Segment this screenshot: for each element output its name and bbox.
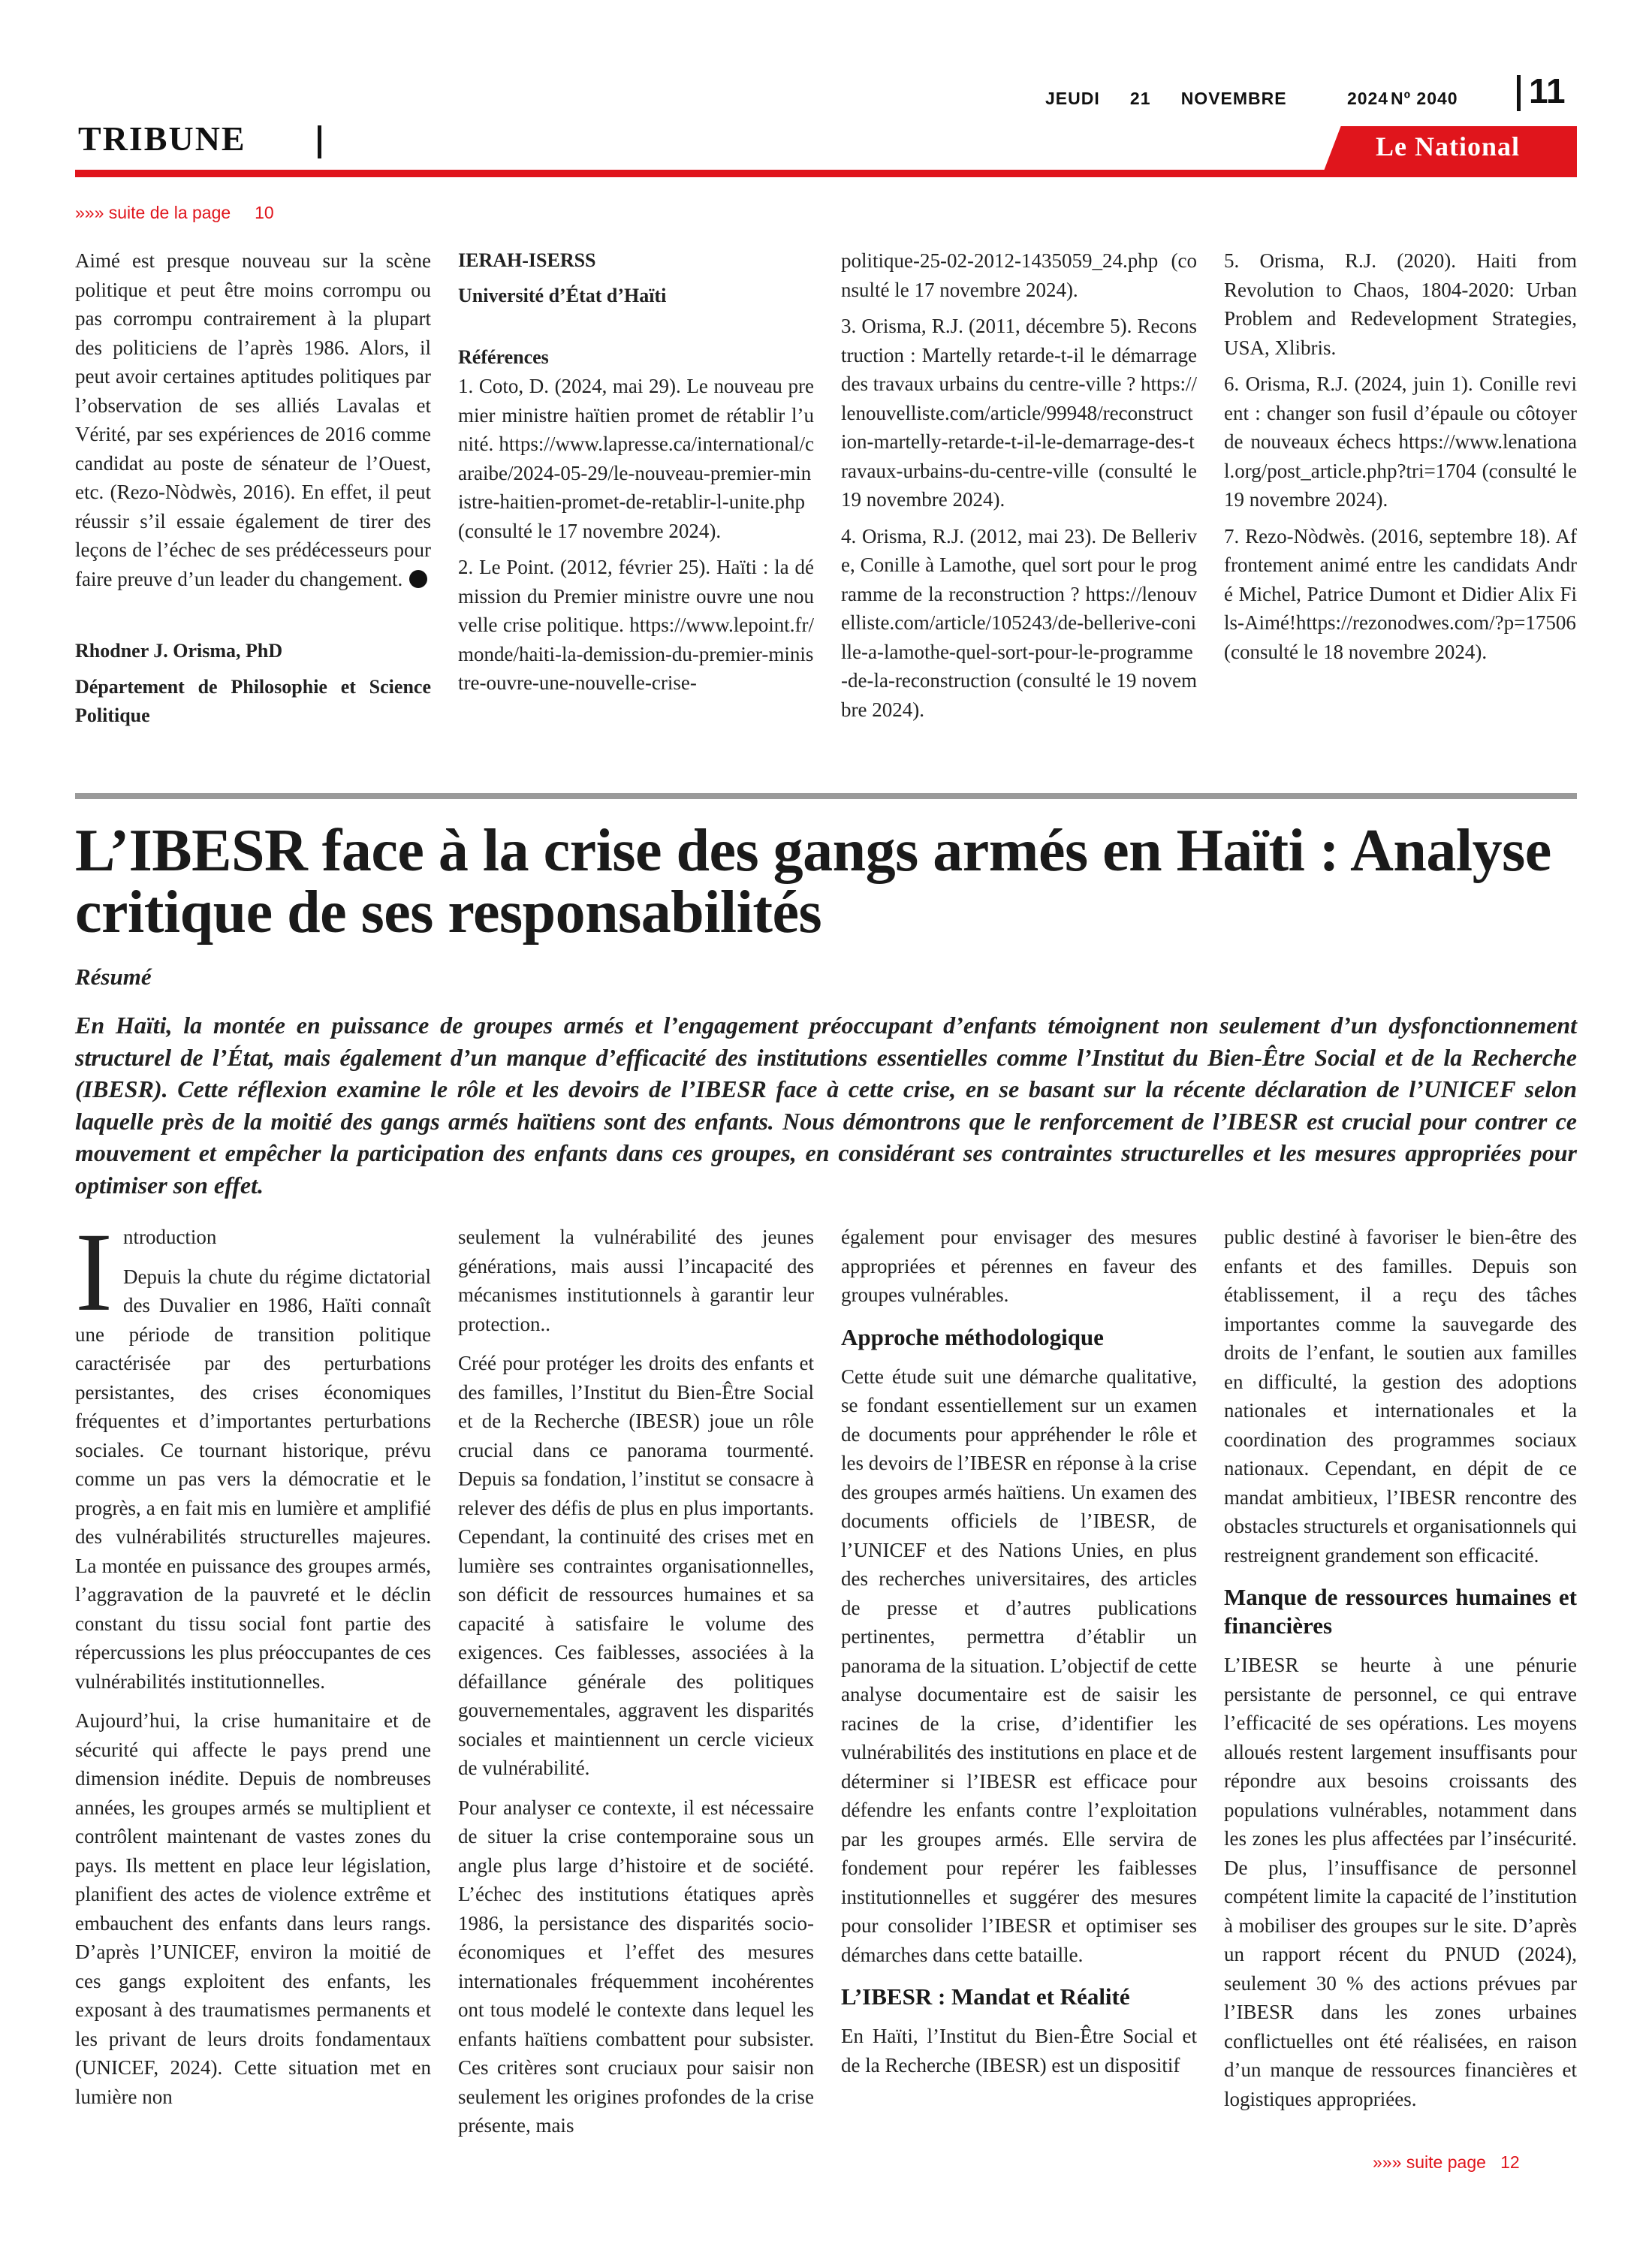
continued-to-page: 12 xyxy=(1500,2152,1520,2172)
date-month: NOVEMBRE xyxy=(1180,89,1287,108)
continued-from-page: 10 xyxy=(255,203,274,222)
issue-number: Nº 2040 xyxy=(1391,89,1458,108)
article-separator xyxy=(75,793,1577,799)
end-of-article-icon xyxy=(409,570,427,588)
approche-paragraph: Cette étude suit une démarche qualitative, se fondant essentiellement sur un examen de documents pour appréhender le rôle et les devoirs de l’IBESR en réponse à la crise des groupes armés haïtiens. Un examen des documents officiels de l’IBESR, de l’UNICEF et des Nations Unies, en plus des recherches universitaires, des articles de presse et d’autres publications pertinentes, permettra d’établir un panorama de la situation. L’objectif de cette analyse documentaire est de saisir les racines de la crise, d’identifier les vulnérabilités des institutions en place et de déterminer si l’IBESR est efficace pour défendre les enfants contre l’exploitation par les groupes armés. Elle servira de fondement pour repérer les faiblesses institutionnelles et suggérer des mesures pour consolider l’IBESR et optimiser ses démarches dans cette bataille. xyxy=(841,1365,1197,1966)
resume-label: Résumé xyxy=(75,964,152,990)
page-number-divider xyxy=(1517,75,1521,111)
reference-2b: politique-25-02-2012-1435059_24.php (consulté le 17 novembre 2024). xyxy=(841,249,1197,301)
page-number: 11 xyxy=(1529,71,1566,110)
intro-paragraph-3: Créé pour protéger les droits des enfants et des familles, l’Institut du Bien-Être Social et de la Recherche (IBESR) joue un rôle crucial dans ce panorama tourmenté. Depuis sa fondation, l’institut se consacre à relever des défis de plus en plus importants. Cependant, la continuité des crises met en lumière ses contraintes organisationnelles, son déficit de ressources humaines et sa capacité à satisfaire le volume des exigences. Ces faiblesses, associées à la défaillance générale des politiques gouvernementales, aggravent les disparités sociales et maintiennent un cercle vicieux de vulnérabilité. xyxy=(458,1352,814,1779)
reference-2a: 2. Le Point. (2012, février 25). Haïti : la démission du Premier ministre ouvre une nouvelle crise politique. https://www.lepoint.fr/monde/haiti-la-demission-du-premier-ministre-ouvre-une-nouvelle-crise- xyxy=(458,556,814,694)
continued-to xyxy=(1373,2152,1520,2173)
article-col-2 xyxy=(458,1223,814,2140)
author-dept: Département de Philosophie et Science Politique xyxy=(75,676,431,726)
dropcap: I xyxy=(75,1210,113,1335)
prev-article-col-3 xyxy=(841,246,1197,731)
manque-paragraph: L’IBESR se heurte à une pénurie persistante de personnel, ce qui entrave l’efficacité de ses opérations. Les moyens alloués restent largement insuffisants pour répondre aux besoins croissants des populations vulnérables, notamment dans les zones les plus affectées par l’insécurité. De plus, l’insuffisance de personnel compétent limite la capacité de l’institution à mobiliser des groupes sur le site. D’après un rapport récent du PNUD (2024), seulement 30 % des actions prévues par l’IBESR dans les zones urbaines conflictuelles ont été réalisées, en raison d’un manque de ressources financières et logistiques appropriées. xyxy=(1224,1654,1577,2110)
heading-approche: Approche méthodologique xyxy=(841,1323,1104,1350)
mandat-paragraph-b: public destiné à favoriser le bien-être des enfants et des familles. Depuis son établissement, il a reçu des tâches importantes comme la sauvegarde des droits de l’enfant, le soutien aux familles en difficulté, la gestion des adoptions nationales et internationales et la coordination des programmes sociaux nationaux. Cependant, en dépit de ce mandat ambitieux, l’IBESR rencontre des obstacles structurels et organisationnels qui restreignent grandement son efficacité. xyxy=(1224,1226,1577,1567)
intro-paragraph-1: Depuis la chute du régime dictatorial des Duvalier en 1986, Haïti connaît une période de transition politique caractérisée par des perturbations persistantes, des crises économiques fréquentes et d’importantes perturbations sociales. Ce tournant historique, prévu comme un pas vers la démocratie et le progrès, a en fait mis en lumière et amplifié des vulnérabilités structurelles majeures. La montée en puissance des groupes armés, l’aggravation de la pauvreté et le déclin constant du tissu social font partie des répercussions les plus préoccupantes de ces vulnérabilités institutionnelles. xyxy=(75,1265,431,1693)
references-title: Références xyxy=(458,346,549,368)
reference-5: 5. Orisma, R.J. (2020). Haiti from Revolution to Chaos, 1804-2020: Urban Problem and Redevelopment Strategies, USA, Xlibris. xyxy=(1224,249,1577,359)
article-col-4 xyxy=(1224,1223,1577,2124)
reference-7: 7. Rezo-Nòdwès. (2016, septembre 18). Affrontement animé entre les candidats André Michel, Patrice Dumont et Didier Alix Fils-Aimé!https://rezonodwes.com/?p=17506 (consulté le 18 novembre 2024). xyxy=(1224,524,1577,663)
intro-paragraph-4b: également pour envisager des mesures appropriées et pérennes en faveur des groupes vulnérables. xyxy=(841,1226,1197,1306)
article-abstract: En Haïti, la montée en puissance de groupes armés et l’engagement préoccupant d’enfants témoignent non seulement d’un dysfonctionnement structurel de l’État, mais également d’un manque d’efficacité des institutions essentielles comme l’Institut du Bien-Être Social et de la Recherche (IBESR). Cette réflexion examine le rôle et les devoirs de l’IBESR face à cette crise, en se basant sur la récente déclaration de l’UNICEF selon laquelle près de la moitié des gangs armés haïtiens sont des enfants. Nous démontrons que le renforcement de l’IBESR est crucial pour contrer ce mouvement et empêcher la participation des enfants dans ces groupes, en considérant ses contraintes structurelles et les mesures appropriées pour optimiser son effet. xyxy=(75,1012,1577,1199)
intro-paragraph-2b: seulement la vulnérabilité des jeunes générations, mais aussi l’incapacité des mécanismes institutionnels à garantir leur protection.. xyxy=(458,1226,814,1335)
mandat-paragraph-a: En Haïti, l’Institut du Bien-Être Social et de la Recherche (IBESR) est un dispositif xyxy=(841,2025,1197,2077)
reference-4: 4. Orisma, R.J. (2012, mai 23). De Bellerive, Conille à Lamothe, quel sort pour le programme de la reconstruction ? https://lenouvelliste.com/article/105243/de-bellerive-conille-a-lamothe-quel-sort-pour-le-programme-de-la-reconstruction (consulté le 19 novembre 2024). xyxy=(841,524,1197,721)
prev-article-col-4 xyxy=(1224,246,1577,674)
prev-body xyxy=(75,246,431,593)
intro-paragraph-4a: Pour analyser ce contexte, il est nécessaire de situer la crise contemporaine sous un angle plus large d’histoire et de société. L’échec des institutions étatiques après 1986, la persistance des disparités socio-économiques et l’effet des mesures internationales fréquemment incohérentes ont tous modelé le contexte dans lequel les enfants haïtiens combattent pour subsister. Ces critères sont cruciaux pour saisir non seulement les origines profondes de la crise présente, mais xyxy=(458,1796,814,2137)
prev-article-col-1 xyxy=(75,246,431,730)
section-title: TRIBUNE xyxy=(78,119,246,158)
reference-6: 6. Orisma, R.J. (2024, juin 1). Conille revient : changer son fusil d’épaule ou côtoyer de nouveaux échecs https://www.lenational.org/post_article.php?tri=1704 (consulté le 19 novembre 2024). xyxy=(1224,372,1577,511)
article-col-3 xyxy=(841,1223,1197,2080)
continued-from-label: »»» suite de la page xyxy=(75,203,231,222)
author-univ: Université d’État d’Haïti xyxy=(458,285,667,306)
date-year: 2024 xyxy=(1346,89,1389,108)
article-col-1 xyxy=(75,1210,431,2111)
heading-manque: Manque de ressources humaines et financières xyxy=(1224,1584,1577,1639)
author-name: Rhodner J. Orisma, PhD xyxy=(75,640,283,662)
prev-article-col-2 xyxy=(458,246,814,698)
article-headline: L’IBESR face à la crise des gangs armés en Haïti : Analyse critique de ses responsabilités xyxy=(75,818,1551,946)
intro-paragraph-2a: Aujourd’hui, la crise humanitaire et de sécurité qui affecte le pays prend une dimension inédite. Depuis de nombreuses années, les groupes armés se multiplient et contrôlent maintenant de vastes zones du pays. Ils mettent en place leur législation, planifient des actes de violence extrême et embauchent des enfants dans leurs rangs. D’après l’UNICEF, environ la moitié de ces gangs exploitent des enfants, les exposant à des traumatismes permanents et les privant de leurs droits fondamentaux (UNICEF, 2024). Cette situation met en lumière non xyxy=(75,1709,431,2108)
prev-body-text: Aimé est presque nouveau sur la scène politique et peut être moins corrompu ou pas corrompu contrairement à la plupart des politiciens de l’après 1986. Alors, il peut avoir certaines aptitudes politiques par l’observation de ses alliés Lavalas et Vérité, par ses expériences de 2016 comme candidat au poste de sénateur de l’Ouest, etc. (Rezo-Nòdwès, 2016). En effet, il peut réussir s’il essaie également de tirer des leçons de l’échec de ses prédécesseurs pour faire preuve d’un leader du changement. xyxy=(75,249,431,590)
date-num: 21 xyxy=(1129,89,1151,108)
continued-from xyxy=(75,203,274,223)
continued-to-label: »»» suite page xyxy=(1373,2152,1486,2172)
date-day: JEUDI xyxy=(1045,89,1100,108)
reference-1: 1. Coto, D. (2024, mai 29). Le nouveau premier ministre haïtien promet de rétablir l’unité. https://www.lapresse.ca/international/caraibe/2024-05-29/le-nouveau-premier-ministre-haitien-promet-de-retablir-l-unite.php (consulté le 17 novembre 2024). xyxy=(458,375,814,542)
intro-title: ntroduction xyxy=(122,1226,217,1248)
heading-mandat: L’IBESR : Mandat et Réalité xyxy=(841,1983,1130,2010)
issue-date xyxy=(1045,89,1388,109)
author-inst: IERAH-ISERSS xyxy=(458,249,596,271)
section-divider xyxy=(318,125,321,158)
reference-3: 3. Orisma, R.J. (2011, décembre 5). Reconstruction : Martelly retarde-t-il le démarrage des travaux urbains du centre-ville ? https://lenouvelliste.com/article/99948/reconstruction-martelly-retarde-t-il-le-demarrage-des-travaux-urbains-du-centre-ville (consulté le 19 novembre 2024). xyxy=(841,315,1197,511)
brand-name: Le National xyxy=(1376,131,1521,161)
